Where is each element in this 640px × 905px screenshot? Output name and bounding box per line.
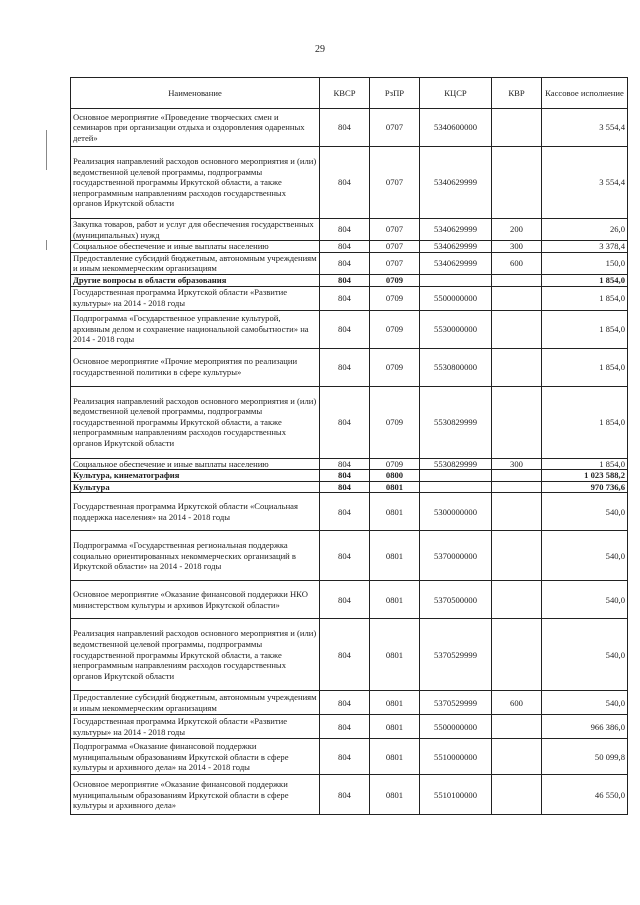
table-row <box>71 493 628 531</box>
kvr-cell: 300 <box>492 458 542 470</box>
name-cell: Предоставление субсидий бюджетным, автономным учреждениям и иным некоммерческим организациям <box>71 252 320 274</box>
kcsr-cell: 5530000000 <box>420 310 492 348</box>
kvsr-cell: 804 <box>320 219 370 241</box>
kcsr-cell: 5530800000 <box>420 348 492 386</box>
name-cell: Реализация направлений расходов основного мероприятия и (или) ведомственной целевой программы, подпрограммы государственной программы Иркутской области, а также непрограммным направлениям расходов государственных органов Иркутской области <box>71 619 320 691</box>
amount-cell: 540,0 <box>542 581 628 619</box>
kvr-cell <box>492 109 542 147</box>
kcsr-cell: 5340600000 <box>420 109 492 147</box>
amount-cell: 3 378,4 <box>542 241 628 253</box>
table-row <box>71 458 628 470</box>
kvr-cell <box>492 286 542 310</box>
table-row <box>71 241 628 253</box>
name-cell: Культура <box>71 481 320 493</box>
kvr-cell <box>492 147 542 219</box>
name-cell: Государственная программа Иркутской области «Развитие культуры» на 2014 - 2018 годы <box>71 715 320 739</box>
name-cell: Предоставление субсидий бюджетным, автономным учреждениям и иным некоммерческим организациям <box>71 691 320 715</box>
kvsr-cell: 804 <box>320 775 370 815</box>
table-row <box>71 219 628 241</box>
table-row <box>71 147 628 219</box>
rzpr-cell: 0709 <box>370 458 420 470</box>
kvsr-cell: 804 <box>320 386 370 458</box>
page-number: 29 <box>315 44 325 55</box>
name-cell: Государственная программа Иркутской области «Развитие культуры» на 2014 - 2018 годы <box>71 286 320 310</box>
amount-cell: 3 554,4 <box>542 109 628 147</box>
kcsr-cell: 5340629999 <box>420 219 492 241</box>
kvr-cell: 600 <box>492 691 542 715</box>
kcsr-cell: 5370500000 <box>420 581 492 619</box>
kcsr-cell: 5340629999 <box>420 241 492 253</box>
kcsr-cell: 5340629999 <box>420 252 492 274</box>
name-cell: Подпрограмма «Государственная региональная поддержка социально ориентированных некоммерческих организаций в Иркутской области» на 2014 - 2018 годы <box>71 531 320 581</box>
amount-cell: 46 550,0 <box>542 775 628 815</box>
kcsr-cell: 5370529999 <box>420 619 492 691</box>
rzpr-cell: 0801 <box>370 775 420 815</box>
rzpr-cell: 0709 <box>370 310 420 348</box>
name-cell: Реализация направлений расходов основного мероприятия и (или) ведомственной целевой программы, подпрограммы государственной программы Иркутской области, а также непрограммным направлениям расходов государственных органов Иркутской области <box>71 386 320 458</box>
kvsr-cell: 804 <box>320 274 370 286</box>
kvsr-cell: 804 <box>320 310 370 348</box>
rzpr-cell: 0801 <box>370 739 420 775</box>
amount-cell: 1 854,0 <box>542 348 628 386</box>
table-row <box>71 274 628 286</box>
col-header-kvsr: КВСР <box>320 78 370 109</box>
rzpr-cell: 0801 <box>370 691 420 715</box>
rzpr-cell: 0801 <box>370 531 420 581</box>
kvr-cell <box>492 310 542 348</box>
kvr-cell <box>492 531 542 581</box>
rzpr-cell: 0709 <box>370 286 420 310</box>
rzpr-cell: 0709 <box>370 274 420 286</box>
kvsr-cell: 804 <box>320 715 370 739</box>
kvsr-cell: 804 <box>320 739 370 775</box>
rzpr-cell: 0707 <box>370 241 420 253</box>
kvr-cell <box>492 619 542 691</box>
name-cell: Социальное обеспечение и иные выплаты населению <box>71 241 320 253</box>
amount-cell: 50 099,8 <box>542 739 628 775</box>
kvr-cell: 200 <box>492 219 542 241</box>
kcsr-cell: 5510000000 <box>420 739 492 775</box>
kcsr-cell: 5370000000 <box>420 531 492 581</box>
table-row <box>71 310 628 348</box>
amount-cell: 970 736,6 <box>542 481 628 493</box>
col-header-rzpr: РзПР <box>370 78 420 109</box>
rzpr-cell: 0801 <box>370 493 420 531</box>
kvr-cell <box>492 481 542 493</box>
kcsr-cell: 5530829999 <box>420 458 492 470</box>
kvsr-cell: 804 <box>320 109 370 147</box>
name-cell: Другие вопросы в области образования <box>71 274 320 286</box>
kcsr-cell: 5370529999 <box>420 691 492 715</box>
amount-cell: 1 023 588,2 <box>542 470 628 482</box>
name-cell: Культура, кинематография <box>71 470 320 482</box>
amount-cell: 1 854,0 <box>542 274 628 286</box>
table-header-row <box>71 78 628 109</box>
name-cell: Подпрограмма «Государственное управление культурой, архивным делом и сохранение национальной самобытности» на 2014 - 2018 годы <box>71 310 320 348</box>
kvsr-cell: 804 <box>320 241 370 253</box>
amount-cell: 1 854,0 <box>542 286 628 310</box>
rzpr-cell: 0707 <box>370 219 420 241</box>
kcsr-cell: 5500000000 <box>420 286 492 310</box>
table-row <box>71 252 628 274</box>
kcsr-cell <box>420 470 492 482</box>
kvsr-cell: 804 <box>320 691 370 715</box>
table-row <box>71 470 628 482</box>
kcsr-cell <box>420 481 492 493</box>
rzpr-cell: 0801 <box>370 715 420 739</box>
table-row <box>71 775 628 815</box>
kcsr-cell: 5530829999 <box>420 386 492 458</box>
table-row <box>71 481 628 493</box>
table-row <box>71 739 628 775</box>
kvsr-cell: 804 <box>320 493 370 531</box>
kcsr-cell: 5510100000 <box>420 775 492 815</box>
amount-cell: 540,0 <box>542 531 628 581</box>
amount-cell: 540,0 <box>542 691 628 715</box>
col-header-kvr: КВР <box>492 78 542 109</box>
kvr-cell <box>492 581 542 619</box>
kvr-cell <box>492 739 542 775</box>
amount-cell: 1 854,0 <box>542 310 628 348</box>
kvsr-cell: 804 <box>320 458 370 470</box>
amount-cell: 1 854,0 <box>542 458 628 470</box>
kvsr-cell: 804 <box>320 252 370 274</box>
table-row <box>71 348 628 386</box>
margin-mark <box>46 130 47 170</box>
kcsr-cell: 5300000000 <box>420 493 492 531</box>
rzpr-cell: 0709 <box>370 348 420 386</box>
kvr-cell <box>492 348 542 386</box>
kcsr-cell <box>420 274 492 286</box>
kvsr-cell: 804 <box>320 481 370 493</box>
rzpr-cell: 0707 <box>370 252 420 274</box>
amount-cell: 540,0 <box>542 493 628 531</box>
kvr-cell <box>492 386 542 458</box>
kvr-cell: 600 <box>492 252 542 274</box>
budget-table <box>70 77 628 815</box>
table-row <box>71 386 628 458</box>
name-cell: Основное мероприятие «Оказание финансовой поддержки муниципальным образованиям Иркутской области в сфере культуры и архивного дела» <box>71 775 320 815</box>
kvr-cell <box>492 775 542 815</box>
col-header-name: Наименование <box>71 78 320 109</box>
table-row <box>71 715 628 739</box>
name-cell: Реализация направлений расходов основного мероприятия и (или) ведомственной целевой программы, подпрограммы государственной программы Иркутской области, а также непрограммным направлениям расходов государственных органов Иркутской области <box>71 147 320 219</box>
kvr-cell <box>492 470 542 482</box>
table-row <box>71 531 628 581</box>
name-cell: Подпрограмма «Оказание финансовой поддержки муниципальным образованиям Иркутской области в сфере культуры и архивного дела» на 2014 - 2018 годы <box>71 739 320 775</box>
kvsr-cell: 804 <box>320 531 370 581</box>
kcsr-cell: 5340629999 <box>420 147 492 219</box>
amount-cell: 26,0 <box>542 219 628 241</box>
name-cell: Основное мероприятие «Прочие мероприятия по реализации государственной политики в сфере культуры» <box>71 348 320 386</box>
table-row <box>71 581 628 619</box>
amount-cell: 966 386,0 <box>542 715 628 739</box>
rzpr-cell: 0707 <box>370 147 420 219</box>
amount-cell: 150,0 <box>542 252 628 274</box>
name-cell: Основное мероприятие «Оказание финансовой поддержки НКО министерством культуры и архивов Иркутской области» <box>71 581 320 619</box>
table-row <box>71 109 628 147</box>
kvsr-cell: 804 <box>320 348 370 386</box>
kvr-cell <box>492 274 542 286</box>
kvr-cell <box>492 493 542 531</box>
rzpr-cell: 0801 <box>370 481 420 493</box>
name-cell: Государственная программа Иркутской области «Социальная поддержка населения» на 2014 - 2018 годы <box>71 493 320 531</box>
margin-mark <box>46 240 47 250</box>
rzpr-cell: 0707 <box>370 109 420 147</box>
kcsr-cell: 5500000000 <box>420 715 492 739</box>
table-row <box>71 619 628 691</box>
name-cell: Социальное обеспечение и иные выплаты населению <box>71 458 320 470</box>
kvsr-cell: 804 <box>320 286 370 310</box>
name-cell: Основное мероприятие «Проведение творческих смен и семинаров при организации отдыха и оздоровления одаренных детей» <box>71 109 320 147</box>
rzpr-cell: 0801 <box>370 581 420 619</box>
kvr-cell <box>492 715 542 739</box>
amount-cell: 3 554,4 <box>542 147 628 219</box>
rzpr-cell: 0800 <box>370 470 420 482</box>
table-body <box>71 109 628 815</box>
col-header-kcsr: КЦСР <box>420 78 492 109</box>
amount-cell: 1 854,0 <box>542 386 628 458</box>
amount-cell: 540,0 <box>542 619 628 691</box>
rzpr-cell: 0801 <box>370 619 420 691</box>
kvsr-cell: 804 <box>320 470 370 482</box>
kvr-cell: 300 <box>492 241 542 253</box>
rzpr-cell: 0709 <box>370 386 420 458</box>
name-cell: Закупка товаров, работ и услуг для обеспечения государственных (муниципальных) нужд <box>71 219 320 241</box>
kvsr-cell: 804 <box>320 581 370 619</box>
kvsr-cell: 804 <box>320 619 370 691</box>
table-row <box>71 691 628 715</box>
kvsr-cell: 804 <box>320 147 370 219</box>
table-row <box>71 286 628 310</box>
col-header-amount: Кассовое исполнение <box>542 78 628 109</box>
